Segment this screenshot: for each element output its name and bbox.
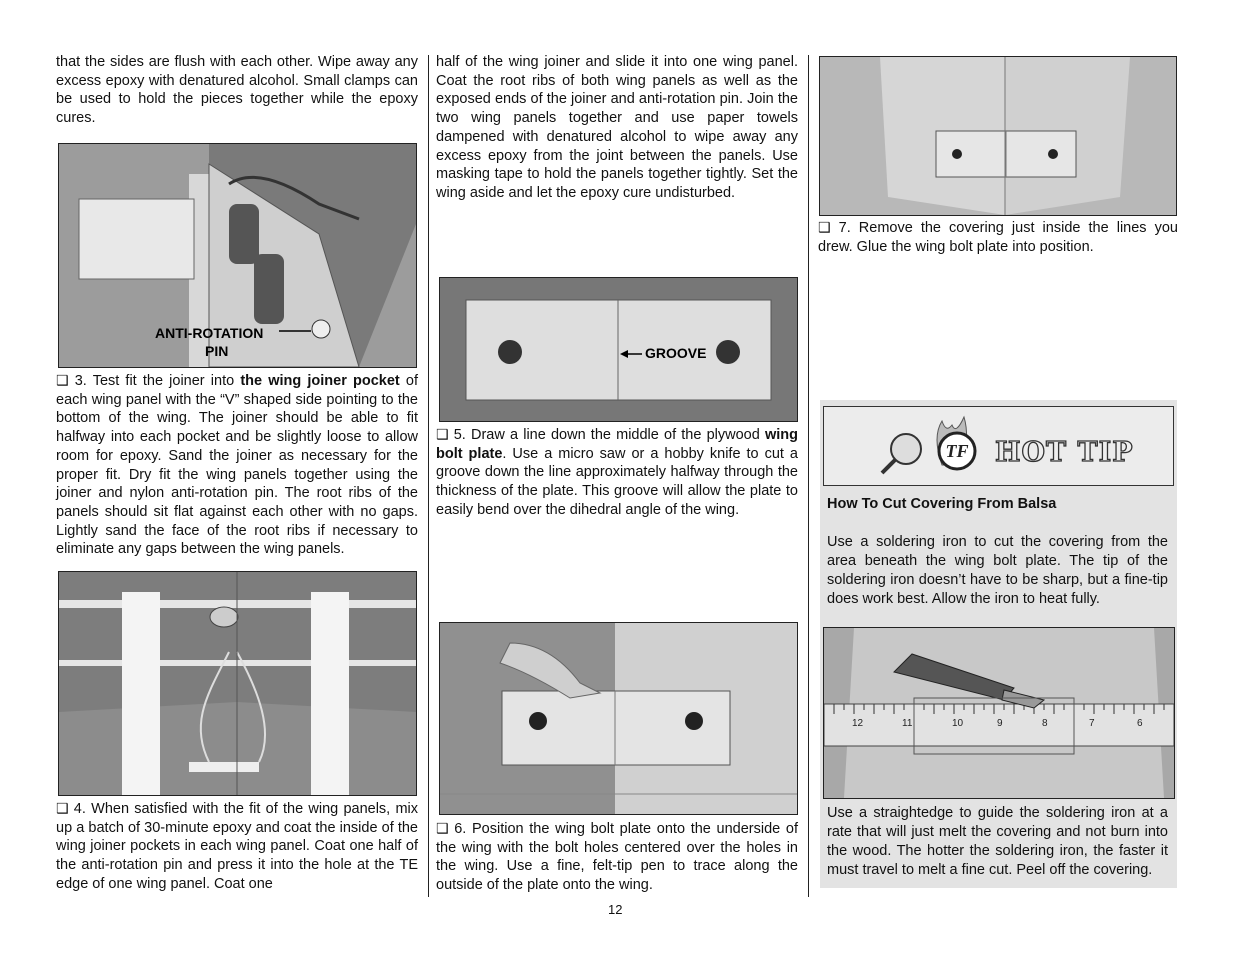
step3-paragraph: ❑ 3. Test fit the joiner into the wing joiner pocket of each wing panel with the “V” shaped side pointing to the bottom of the wing. The joiner should be able to fit halfway into each pocket and be slightly loose to allow room for epoxy. Sand the joiner as necessary for the proper fit. Dry fit the wing panels together using the joiner and nylon anti-rotation pin. The root ribs of the panels should sit flat against each other with no gaps. Lightly sand the face of the root ribs if necessary to eliminate any gaps between the wing panels. bbox=[56, 373, 418, 558]
page-number: 12 bbox=[608, 902, 623, 917]
magnifier-icon bbox=[882, 434, 921, 473]
groove-label: GROOVE bbox=[645, 345, 707, 361]
checkbox-icon[interactable]: ❑ bbox=[436, 821, 449, 837]
svg-text:11: 11 bbox=[902, 718, 913, 729]
checkbox-icon[interactable]: ❑ bbox=[436, 427, 449, 443]
hot-tip-paragraph-2: Use a straightedge to guide the soldering iron at a rate that will just melt the covering and not burn into the wood. The hotter the soldering iron, the faster it must travel to melt a fine cut. Peel off the covering. bbox=[827, 805, 1168, 878]
hot-tip-banner bbox=[823, 406, 1174, 486]
column-divider bbox=[428, 55, 429, 897]
checkbox-icon[interactable]: ❑ bbox=[56, 373, 69, 389]
step5-paragraph: ❑ 5. Draw a line down the middle of the plywood wing bolt plate. Use a micro saw or a hobby knife to cut a groove down the line approximately halfway through the thickness of the plate. This groove will allow the plate to easily bend over the dihedral angle of the wing. bbox=[436, 427, 798, 518]
hot-tip-paragraph-1: Use a soldering iron to cut the covering from the area beneath the wing bolt plate. The tip of the soldering iron doesn’t have to be sharp, but a fine-tip does work best. Allow the iron to heat fully. bbox=[827, 534, 1168, 607]
photo-bolt-plate-glued bbox=[819, 56, 1177, 216]
photo-wing-bolt-plate-groove bbox=[439, 277, 798, 422]
checkbox-icon[interactable]: ❑ bbox=[818, 220, 831, 236]
anti-rotation-label-line2: PIN bbox=[205, 343, 229, 359]
photo-soldering-iron-ruler bbox=[823, 627, 1175, 799]
hot-tip-box bbox=[820, 400, 1177, 888]
svg-text:9: 9 bbox=[997, 718, 1003, 729]
photo-anti-rotation-pin bbox=[58, 143, 417, 368]
column-divider bbox=[808, 55, 809, 897]
step7-paragraph: ❑ 7. Remove the covering just inside the lines you drew. Glue the wing bolt plate into position. bbox=[818, 220, 1178, 255]
svg-text:6: 6 bbox=[1137, 718, 1143, 729]
svg-text:TF: TF bbox=[945, 441, 969, 461]
col1-intro-paragraph: that the sides are flush with each other. Wipe away any excess epoxy with denatured alcohol. Small clamps can be used to hold the pieces together while the epoxy cures. bbox=[56, 54, 418, 127]
anti-rotation-label-line1: ANTI-ROTATION bbox=[155, 325, 264, 341]
step4-paragraph: ❑ 4. When satisfied with the fit of the wing panels, mix up a batch of 30-minute epoxy and coat the inside of the wing joiner pockets in each wing panel. Coat one half of the anti-rotation pin and press it into the hole at the TE edge of one wing panel. Coat one bbox=[56, 801, 418, 892]
col2-intro-paragraph: half of the wing joiner and slide it into one wing panel. Coat the root ribs of both wing panels as well as the exposed ends of the joiner and anti-rotation pin. Join the two wing panels together and use paper towels dampened with denatured alcohol to wipe away any excess epoxy from the joint between the panels. Use masking tape to hold the panels together tightly. Set the wing aside and let the epoxy cure undisturbed. bbox=[436, 54, 798, 201]
svg-text:12: 12 bbox=[852, 718, 864, 729]
photo-wing-panels-taped bbox=[58, 571, 417, 796]
flame-logo-icon bbox=[937, 417, 975, 469]
hot-tip-title: How To Cut Covering From Balsa bbox=[827, 496, 1057, 512]
svg-text:10: 10 bbox=[952, 718, 964, 729]
svg-text:7: 7 bbox=[1089, 718, 1095, 729]
hot-tip-banner-text: HOT TIP bbox=[995, 437, 1134, 468]
checkbox-icon[interactable]: ❑ bbox=[56, 801, 69, 817]
step6-paragraph: ❑ 6. Position the wing bolt plate onto the underside of the wing with the bolt holes centered over the holes in the wing. Use a fine, felt-tip pen to trace along the outside of the plate onto the wing. bbox=[436, 821, 798, 894]
photo-plate-tracing bbox=[439, 622, 798, 815]
svg-text:8: 8 bbox=[1042, 718, 1048, 729]
